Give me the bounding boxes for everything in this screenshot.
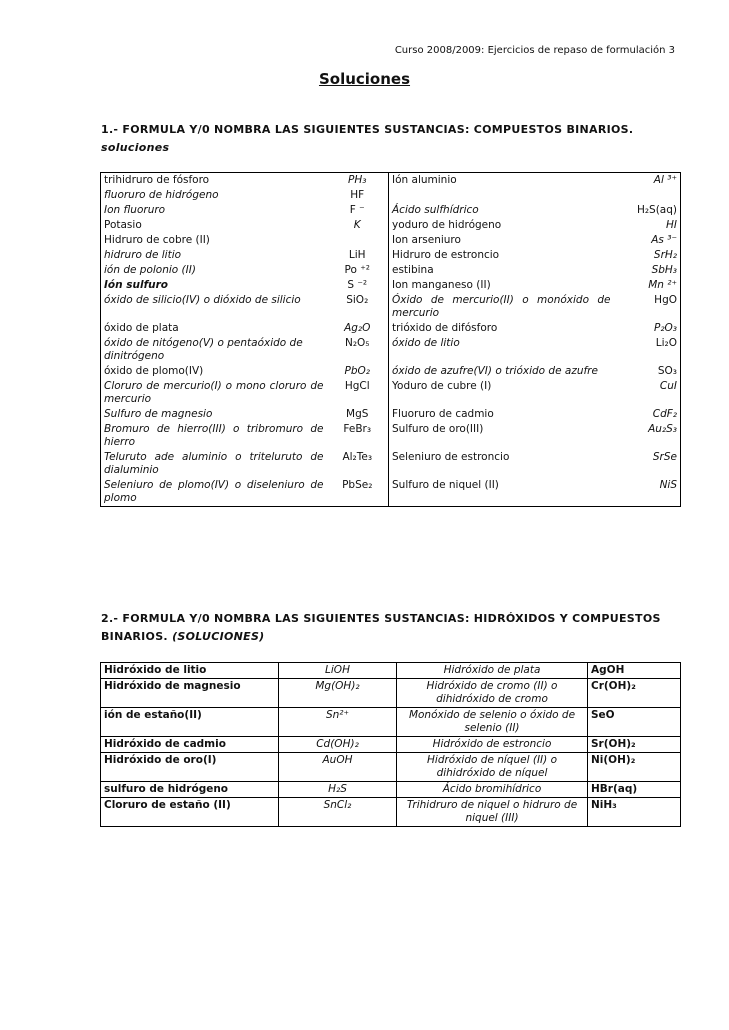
question-1-text: 1.- FORMULA Y/0 NOMBRA LAS SIGUIENTES SUSTANCIAS: COMPUESTOS BINARIOS. [101, 123, 634, 136]
table-cell: HI [614, 218, 681, 233]
table-cell: Hidróxido de litio [101, 663, 279, 679]
question-1-sub: soluciones [101, 141, 170, 154]
table-cell: NiH₃ [588, 798, 681, 827]
table-cell: SiO₂ [327, 293, 389, 321]
table-row [101, 364, 681, 379]
table-cell: Po ⁺² [327, 263, 389, 278]
table-cell: Bromuro de hierro(III) o tribromuro de hierro [101, 422, 327, 450]
table-cell: Hidróxido de plata [397, 663, 588, 679]
table-row [101, 203, 681, 218]
table-cell: F ⁻ [327, 203, 389, 218]
table-row [101, 708, 681, 737]
table-cell: Al ³⁺ [614, 173, 681, 189]
table-cell: SbH₃ [614, 263, 681, 278]
table-cell: óxido de nitógeno(V) o pentaóxido de dinitrógeno [101, 336, 327, 364]
table-cell: HgCl [327, 379, 389, 407]
table-cell: fluoruro de hidrógeno [101, 188, 327, 203]
table-cell: Hidróxido de estroncio [397, 737, 588, 753]
page-header: Curso 2008/2009: Ejercicios de repaso de formulación 3 [394, 45, 675, 56]
table-cell: sulfuro de hidrógeno [101, 782, 279, 798]
table-cell: óxido de plata [101, 321, 327, 336]
table-cell: óxido de litio [389, 336, 614, 364]
question-1 [101, 121, 678, 157]
table-cell: ión de estaño(II) [101, 708, 279, 737]
table-cell: Ion fluoruro [101, 203, 327, 218]
table-row [101, 336, 681, 364]
table-cell: SrH₂ [614, 248, 681, 263]
table-cell: HgO [614, 293, 681, 321]
table-cell: P₂O₃ [614, 321, 681, 336]
table-cell: AuOH [279, 753, 397, 782]
table-cell: Óxido de mercurio(II) o monóxido de mercurio [389, 293, 614, 321]
table-row [101, 321, 681, 336]
table-cell: HBr(aq) [588, 782, 681, 798]
table-cell: Yoduro de cubre (I) [389, 379, 614, 407]
table-cell: trióxido de difósforo [389, 321, 614, 336]
table-cell: Sr(OH)₂ [588, 737, 681, 753]
table-cell: hidruro de litio [101, 248, 327, 263]
table-cell: yoduro de hidrógeno [389, 218, 614, 233]
table-cell: Li₂O [614, 336, 681, 364]
table-cell [327, 233, 389, 248]
table-row [101, 407, 681, 422]
table-row [101, 782, 681, 798]
table-cell: Ion manganeso (II) [389, 278, 614, 293]
table-cell: Hidruro de estroncio [389, 248, 614, 263]
table-cell: Hidruro de cobre (II) [101, 233, 327, 248]
table-row [101, 263, 681, 278]
table-cell: Au₂S₃ [614, 422, 681, 450]
table-cell: Ni(OH)₂ [588, 753, 681, 782]
table-cell [389, 188, 614, 203]
question-2 [101, 610, 678, 646]
table-cell: Ácido bromihídrico [397, 782, 588, 798]
table-cell: SO₃ [614, 364, 681, 379]
table-row [101, 753, 681, 782]
table-cell: K [327, 218, 389, 233]
table-hydroxides [100, 662, 681, 827]
table-cell: Cd(OH)₂ [279, 737, 397, 753]
table-cell: óxido de silicio(IV) o dióxido de silicio [101, 293, 327, 321]
table-cell: LiOH [279, 663, 397, 679]
table-cell: Sulfuro de niquel (II) [389, 478, 614, 507]
table-cell: N₂O₅ [327, 336, 389, 364]
table-cell: Sulfuro de magnesio [101, 407, 327, 422]
table-cell: Hidróxido de cromo (II) o dihidróxido de cromo [397, 679, 588, 708]
table-cell: SnCl₂ [279, 798, 397, 827]
question-2-sub: (SOLUCIONES) [172, 630, 265, 643]
table-cell: trihidruro de fósforo [101, 173, 327, 189]
table-cell: Seleniuro de estroncio [389, 450, 614, 478]
table-cell: SeO [588, 708, 681, 737]
table-cell: Ion arseniuro [389, 233, 614, 248]
table-cell: Mg(OH)₂ [279, 679, 397, 708]
table-cell: Mn ²⁺ [614, 278, 681, 293]
table-cell: Hidróxido de cadmio [101, 737, 279, 753]
table-row [101, 248, 681, 263]
table-cell: As ³⁻ [614, 233, 681, 248]
table-cell: Teluruto ade aluminio o triteluruto de dialuminio [101, 450, 327, 478]
table-cell: Potasio [101, 218, 327, 233]
table-row [101, 679, 681, 708]
table-row [101, 379, 681, 407]
table-cell: Sulfuro de oro(III) [389, 422, 614, 450]
table-cell: Ión sulfuro [101, 278, 327, 293]
table-cell: SrSe [614, 450, 681, 478]
table-cell: CuI [614, 379, 681, 407]
table-cell: estibina [389, 263, 614, 278]
table-row [101, 798, 681, 827]
table-row [101, 663, 681, 679]
table-cell: Hidróxido de magnesio [101, 679, 279, 708]
table-cell: Ag₂O [327, 321, 389, 336]
table-row [101, 173, 681, 189]
page-title: Soluciones [318, 70, 411, 88]
table-cell: NiS [614, 478, 681, 507]
table-cell: Ácido sulfhídrico [389, 203, 614, 218]
table-row [101, 293, 681, 321]
table-cell: PbO₂ [327, 364, 389, 379]
table-row [101, 278, 681, 293]
table-cell: ión de polonio (II) [101, 263, 327, 278]
table-cell: Cloruro de estaño (II) [101, 798, 279, 827]
table-cell: LiH [327, 248, 389, 263]
table-cell: MgS [327, 407, 389, 422]
table-row [101, 737, 681, 753]
table-cell: Ión aluminio [389, 173, 614, 189]
table-cell: Monóxido de selenio o óxido de selenio (II) [397, 708, 588, 737]
table-cell: FeBr₃ [327, 422, 389, 450]
table-cell: Fluoruro de cadmio [389, 407, 614, 422]
table-cell: PH₃ [327, 173, 389, 189]
table-cell: Cr(OH)₂ [588, 679, 681, 708]
table-cell: H₂S(aq) [614, 203, 681, 218]
table-cell: Sn²⁺ [279, 708, 397, 737]
table-cell: Cloruro de mercurio(I) o mono cloruro de mercurio [101, 379, 327, 407]
table-cell: AgOH [588, 663, 681, 679]
table-cell: HF [327, 188, 389, 203]
table-row [101, 478, 681, 507]
table-row [101, 422, 681, 450]
table-cell: óxido de azufre(VI) o trióxido de azufre [389, 364, 614, 379]
table-cell: Trihidruro de niquel o hidruro de niquel (III) [397, 798, 588, 827]
table-cell: H₂S [279, 782, 397, 798]
table-cell: Seleniuro de plomo(IV) o diseleniuro de plomo [101, 478, 327, 507]
table-cell: S ⁻² [327, 278, 389, 293]
table-cell: PbSe₂ [327, 478, 389, 507]
table-cell: Hidróxido de oro(I) [101, 753, 279, 782]
table-row [101, 188, 681, 203]
table-cell [614, 188, 681, 203]
table-row [101, 233, 681, 248]
table-cell: CdF₂ [614, 407, 681, 422]
table-cell: Hidróxido de níquel (II) o dihidróxido de níquel [397, 753, 588, 782]
question-2-text: 2.- FORMULA Y/0 NOMBRA LAS SIGUIENTES SUSTANCIAS: HIDRÓXIDOS Y COMPUESTOS BINARIOS. [101, 612, 661, 643]
table-cell: Al₂Te₃ [327, 450, 389, 478]
table-cell: óxido de plomo(IV) [101, 364, 327, 379]
table-binary-compounds [100, 172, 681, 507]
table-row [101, 218, 681, 233]
table-row [101, 450, 681, 478]
